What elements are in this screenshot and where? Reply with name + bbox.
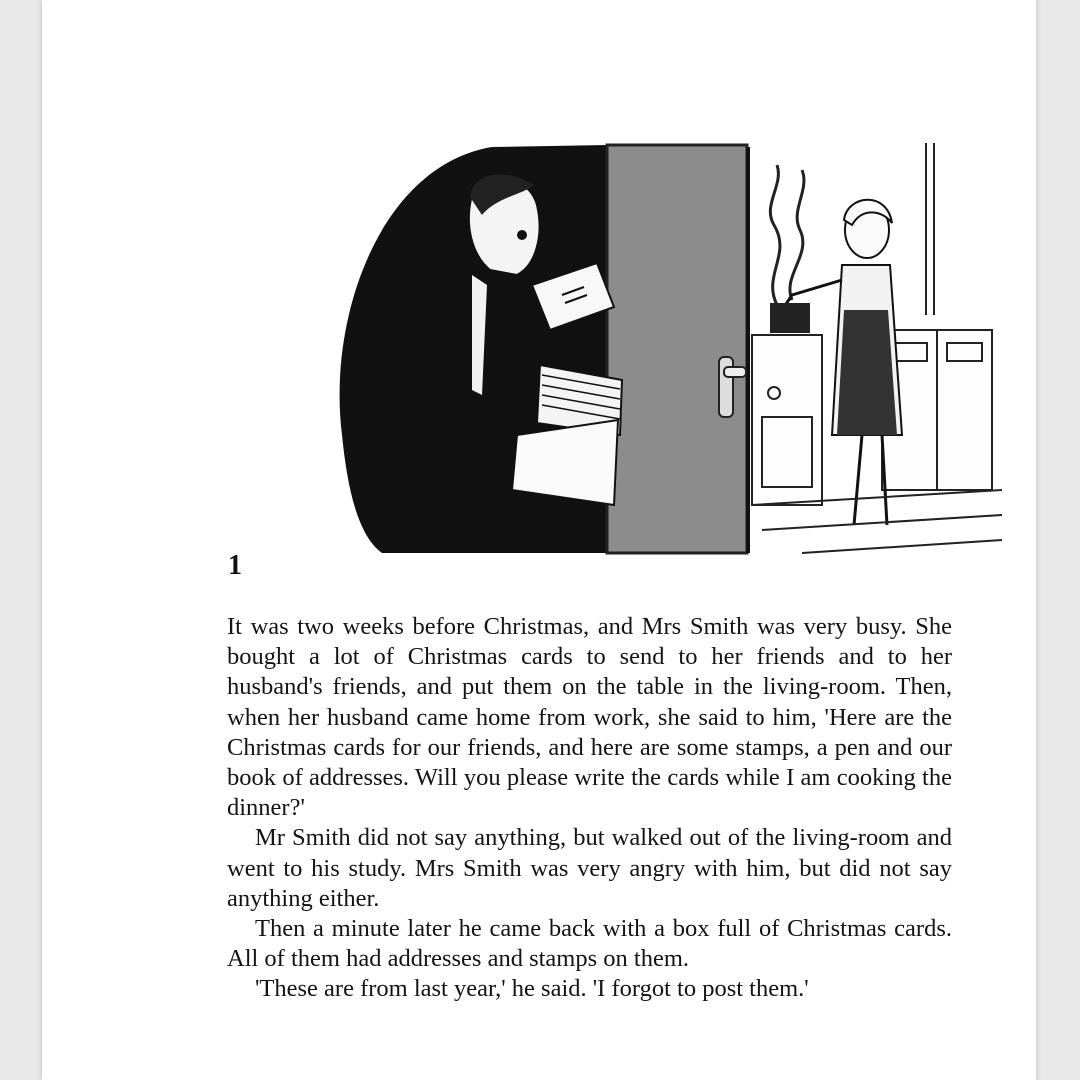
- story-text: [227, 612, 952, 1005]
- story-illustration: [322, 135, 1007, 565]
- book-page: [42, 0, 1036, 1080]
- paragraph-3: Then a minute later he came back with a box full of Christmas cards. All of them had addresses and stamps on them.: [227, 915, 952, 973]
- chapter-number: 1: [228, 550, 242, 581]
- paragraph-1: It was two weeks before Christmas, and Mrs Smith was very busy. She bought a lot of Christmas cards to send to her friends and to her husband's friends, and put them on the table in the living-room. Then, when her husband came home from work, she said to him, 'Here are the Christmas cards for our friends, and here are some stamps, a pen and our book of addresses. Will you please write the cards while I am cooking the dinner?': [227, 613, 952, 822]
- illustration-man-with-cards-woman-cooking-icon: [322, 135, 1007, 565]
- paragraph-2: Mr Smith did not say anything, but walked out of the living-room and went to his study. Mrs Smith was very angry with him, but did not say anything either.: [227, 824, 952, 912]
- paragraph-4: 'These are from last year,' he said. 'I forgot to post them.': [255, 975, 809, 1003]
